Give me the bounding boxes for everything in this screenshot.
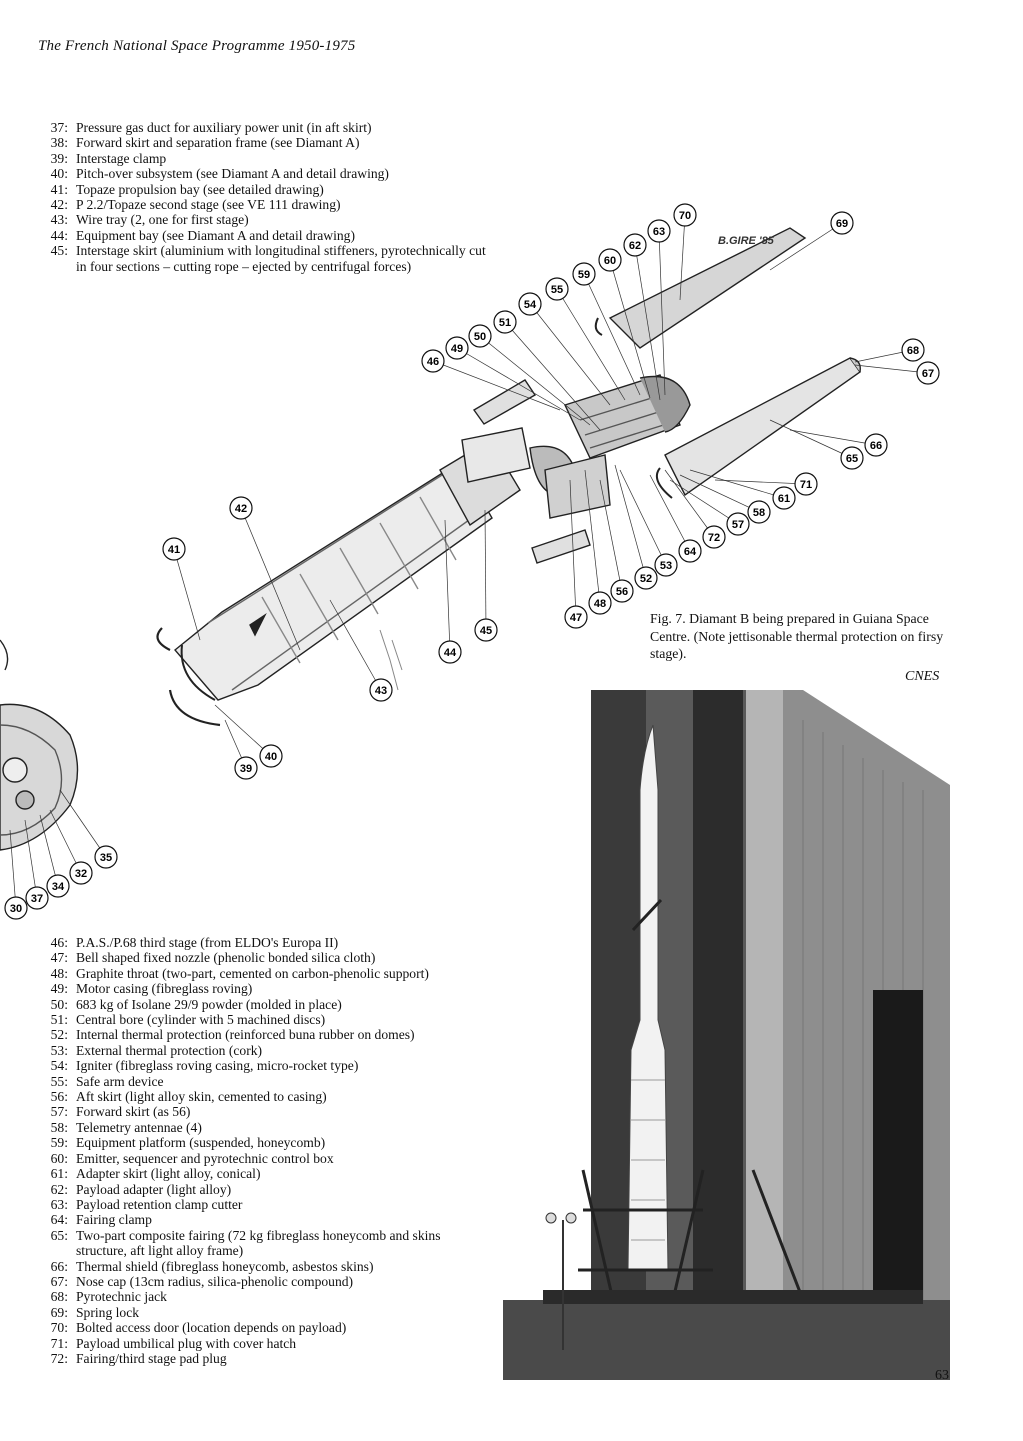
callout-number: 48 [593, 598, 607, 610]
callout-bubble [599, 249, 621, 271]
callout-number: 63 [652, 226, 666, 238]
callout-number: 72 [707, 532, 721, 544]
callout-bubble [917, 362, 939, 384]
legend-item-number: 45: [50, 243, 68, 259]
artist-signature: B.GIRE '85 [718, 235, 774, 247]
legend-item-text: Motor casing (fibreglass roving) [76, 981, 253, 997]
callout-bubble [95, 846, 117, 868]
callout-number: 60 [603, 255, 617, 267]
legend-item [38, 151, 488, 166]
legend-item [38, 1151, 488, 1166]
legend-item-number: 37: [50, 120, 68, 135]
legend-item [38, 1336, 488, 1351]
legend-item-number: 59: [50, 1135, 68, 1151]
legend-item-text: Equipment platform (suspended, honeycomb) [76, 1135, 326, 1151]
callout-number: 44 [443, 647, 457, 659]
legend-item-text: Spring lock [76, 1304, 140, 1320]
legend-item-text: Forward skirt and separation frame (see Diamant A) [76, 135, 360, 151]
callout-bubble [573, 263, 595, 285]
callout-leader-line [690, 470, 784, 498]
legend-item-number: 71: [50, 1335, 68, 1351]
legend-item-number: 48: [50, 965, 68, 981]
legend-item-number: 60: [50, 1150, 68, 1166]
callout-bubble [703, 526, 725, 548]
callout-bubble [163, 538, 185, 560]
legend-item-text: Two-part composite fairing (72 kg fibreglass honeycomb and skins structure, aft light alloy frame) [76, 1227, 441, 1259]
legend-item-text: External thermal protection (cork) [76, 1042, 263, 1058]
legend-item [38, 1135, 488, 1150]
legend-item-text: Forward skirt (as 56) [76, 1104, 191, 1120]
callout-number: 64 [683, 546, 697, 558]
legend-item-text: Pressure gas duct for auxiliary power unit (in aft skirt) [76, 120, 372, 135]
legend-item-text: Payload retention clamp cutter [76, 1196, 243, 1212]
callout-bubble [795, 473, 817, 495]
legend-item-text: Telemetry antennae (4) [76, 1119, 202, 1135]
callout-number: 59 [577, 269, 591, 281]
callout-number: 65 [845, 453, 859, 465]
legend-item [38, 1289, 488, 1304]
callout-bubble [865, 434, 887, 456]
callout-number: 47 [569, 612, 583, 624]
legend-item-number: 58: [50, 1119, 68, 1135]
callout-leader-line [715, 480, 806, 484]
callout-bubble [5, 897, 27, 919]
callout-number: 49 [450, 343, 464, 355]
callout-number: 57 [731, 519, 745, 531]
legend-item-text: Safe arm device [76, 1073, 164, 1089]
callout-number: 30 [9, 903, 23, 915]
legend-item-number: 67: [50, 1273, 68, 1289]
running-head: The French National Space Programme 1950-1975 [38, 38, 356, 54]
legend-item [38, 1120, 488, 1135]
legend-item [38, 135, 488, 150]
callout-number: 66 [869, 440, 883, 452]
legend-item-text: Central bore (cylinder with 5 machined discs) [76, 1012, 326, 1028]
callout-bubble [635, 567, 657, 589]
legend-item-number: 43: [50, 212, 68, 228]
callout-number: 69 [835, 218, 849, 230]
legend-item [38, 1074, 488, 1089]
legend-item-number: 42: [50, 197, 68, 213]
callout-leader-line [60, 790, 106, 857]
legend-item-text: Pitch-over subsystem (see Diamant A and detail drawing) [76, 166, 389, 182]
legend-item [38, 1166, 488, 1181]
legend-item-text: Emitter, sequencer and pyrotechnic control box [76, 1150, 334, 1166]
callout-number: 35 [99, 852, 113, 864]
legend-item [38, 1274, 488, 1289]
legend-item [38, 1058, 488, 1073]
callout-number: 41 [167, 544, 181, 556]
legend-item [38, 1089, 488, 1104]
legend-item-text: Nose cap (13cm radius, silica-phenolic compound) [76, 1273, 354, 1289]
callout-number: 32 [74, 868, 88, 880]
callout-number: 50 [473, 331, 487, 343]
legend-item-number: 51: [50, 1012, 68, 1028]
callout-number: 68 [906, 345, 920, 357]
legend-item-number: 63: [50, 1196, 68, 1212]
figure-caption: Fig. 7. Diamant B being prepared in Guiana Space Centre. (Note jettisonable thermal protection on firsy stage). [650, 611, 944, 661]
legend-item-text: Bell shaped fixed nozzle (phenolic bonded silica cloth) [76, 950, 376, 966]
legend-item-number: 38: [50, 135, 68, 151]
legend-item [38, 1212, 488, 1227]
callout-leader-line [600, 480, 622, 591]
legend-item [38, 120, 488, 135]
legend-item-text: Thermal shield (fibreglass honeycomb, asbestos skins) [76, 1258, 374, 1274]
legend-item-number: 41: [50, 181, 68, 197]
legend-item [38, 997, 488, 1012]
legend-item-number: 55: [50, 1073, 68, 1089]
callout-bubble [446, 337, 468, 359]
legend-item-text: P.A.S./P.68 third stage (from ELDO's Europa II) [76, 935, 339, 950]
legend-item [38, 981, 488, 996]
callout-number: 58 [752, 507, 766, 519]
legend-item-text: Igniter (fibreglass roving casing, micro-rocket type) [76, 1058, 359, 1074]
callout-leader-line [505, 322, 600, 430]
legend-item-text: 683 kg of Isolane 29/9 powder (molded in place) [76, 996, 342, 1012]
callout-bubble [674, 204, 696, 226]
legend-item-number: 46: [50, 935, 68, 950]
callout-number: 70 [678, 210, 692, 222]
callout-bubble [773, 487, 795, 509]
legend-item-number: 44: [50, 227, 68, 243]
legend-item-number: 57: [50, 1104, 68, 1120]
callout-bubble [546, 278, 568, 300]
photo-credit: CNES [905, 669, 940, 684]
callout-number: 46 [426, 356, 440, 368]
callout-bubble [841, 447, 863, 469]
callout-number: 45 [479, 625, 493, 637]
callout-bubble [230, 497, 252, 519]
callout-bubble [70, 862, 92, 884]
legend-item [38, 1320, 488, 1335]
callout-bubble [679, 540, 701, 562]
legend-item-text: P 2.2/Topaze second stage (see VE 111 drawing) [76, 197, 341, 213]
legend-item [38, 966, 488, 981]
legend-item-number: 53: [50, 1042, 68, 1058]
legend-item-number: 47: [50, 950, 68, 966]
callout-leader-line [615, 465, 646, 578]
callout-bubble [727, 513, 749, 535]
callout-bubble [469, 325, 491, 347]
legend-item-text: Payload umbilical plug with cover hatch [76, 1335, 297, 1351]
legend-item-number: 39: [50, 150, 68, 166]
callout-bubble [648, 220, 670, 242]
callout-number: 42 [234, 503, 248, 515]
legend-item-number: 72: [50, 1350, 68, 1366]
legend-bottom [38, 935, 488, 1366]
legend-item-number: 52: [50, 1027, 68, 1043]
legend-item-text: Graphite throat (two-part, cemented on carbon-phenolic support) [76, 965, 429, 981]
callout-leader-line [557, 289, 625, 400]
legend-item-text: Payload adapter (light alloy) [76, 1181, 232, 1197]
legend-item-text: Internal thermal protection (reinforced buna rubber on domes) [76, 1027, 415, 1043]
callout-number: 37 [30, 893, 44, 905]
legend-item [38, 1027, 488, 1042]
callout-number: 62 [628, 240, 642, 252]
legend-item-number: 65: [50, 1227, 68, 1243]
callout-bubble [475, 619, 497, 641]
legend-item [38, 1182, 488, 1197]
legend-item-text: Fairing/third stage pad plug [76, 1350, 227, 1366]
legend-item-number: 54: [50, 1058, 68, 1074]
callout-number: 51 [498, 317, 512, 329]
legend-item [38, 1259, 488, 1274]
callout-number: 34 [51, 881, 65, 893]
legend-item [38, 1104, 488, 1119]
callout-number: 53 [659, 560, 673, 572]
legend-item [38, 1012, 488, 1027]
legend-item-number: 66: [50, 1258, 68, 1274]
callout-bubble [589, 592, 611, 614]
callout-leader-line [790, 430, 876, 445]
callout-bubble [494, 311, 516, 333]
callout-bubble [235, 757, 257, 779]
callout-number: 56 [615, 586, 629, 598]
legend-item-text: Equipment bay (see Diamant A and detail drawing) [76, 227, 355, 243]
callout-bubble [439, 641, 461, 663]
callout-bubble [422, 350, 444, 372]
callout-bubble [370, 679, 392, 701]
callout-bubble [519, 293, 541, 315]
legend-item-number: 40: [50, 166, 68, 182]
callout-number: 40 [264, 751, 278, 763]
legend-item-text: Interstage clamp [76, 150, 167, 166]
callout-number: 67 [921, 368, 935, 380]
legend-item-number: 69: [50, 1304, 68, 1320]
legend-item-number: 68: [50, 1289, 68, 1305]
legend-item [38, 166, 488, 181]
legend-item-text: Fairing clamp [76, 1212, 152, 1228]
callout-bubble [611, 580, 633, 602]
legend-item [38, 1197, 488, 1212]
callout-bubble [260, 745, 282, 767]
callout-number: 55 [550, 284, 564, 296]
legend-item-number: 64: [50, 1212, 68, 1228]
legend-item-number: 49: [50, 981, 68, 997]
legend-item [38, 935, 488, 950]
legend-item-text: Bolted access door (location depends on payload) [76, 1320, 347, 1336]
legend-item [38, 950, 488, 965]
callout-bubble [565, 606, 587, 628]
legend-item-number: 56: [50, 1089, 68, 1105]
callout-leader-line [174, 549, 200, 640]
legend-item-number: 62: [50, 1181, 68, 1197]
callout-bubble [831, 212, 853, 234]
legend-item-number: 70: [50, 1320, 68, 1336]
legend-item-number: 50: [50, 996, 68, 1012]
callout-number: 61 [777, 493, 791, 505]
callout-number: 52 [639, 573, 653, 585]
legend-item-text: Adapter skirt (light alloy, conical) [76, 1166, 261, 1182]
legend-item [38, 1228, 488, 1259]
callout-number: 71 [799, 479, 813, 491]
callout-bubble [624, 234, 646, 256]
legend-item-text: Wire tray (2, one for first stage) [76, 212, 249, 228]
callout-bubble [26, 887, 48, 909]
launch-pad-photo [503, 690, 950, 1380]
legend-item [38, 1043, 488, 1058]
legend-item-text: Aft skirt (light alloy skin, cemented to casing) [76, 1089, 327, 1105]
callout-bubble [655, 554, 677, 576]
callout-leader-line [485, 510, 486, 630]
legend-item [38, 1305, 488, 1320]
legend-item [38, 1351, 488, 1366]
page-number: 63 [935, 1368, 949, 1383]
callout-number: 43 [374, 685, 388, 697]
callout-bubble [47, 875, 69, 897]
legend-item-text: Pyrotechnic jack [76, 1289, 167, 1305]
legend-item-text: Topaze propulsion bay (see detailed drawing) [76, 181, 324, 197]
callout-bubble [902, 339, 924, 361]
legend-item-number: 61: [50, 1166, 68, 1182]
callout-bubble [748, 501, 770, 523]
callout-number: 39 [239, 763, 253, 775]
callout-number: 54 [523, 299, 537, 311]
legend-item-text: Interstage skirt (aluminium with longitudinal stiffeners, pyrotechnically cut in four sections – cutting rope – ejected by centrifugal forces) [76, 243, 486, 274]
